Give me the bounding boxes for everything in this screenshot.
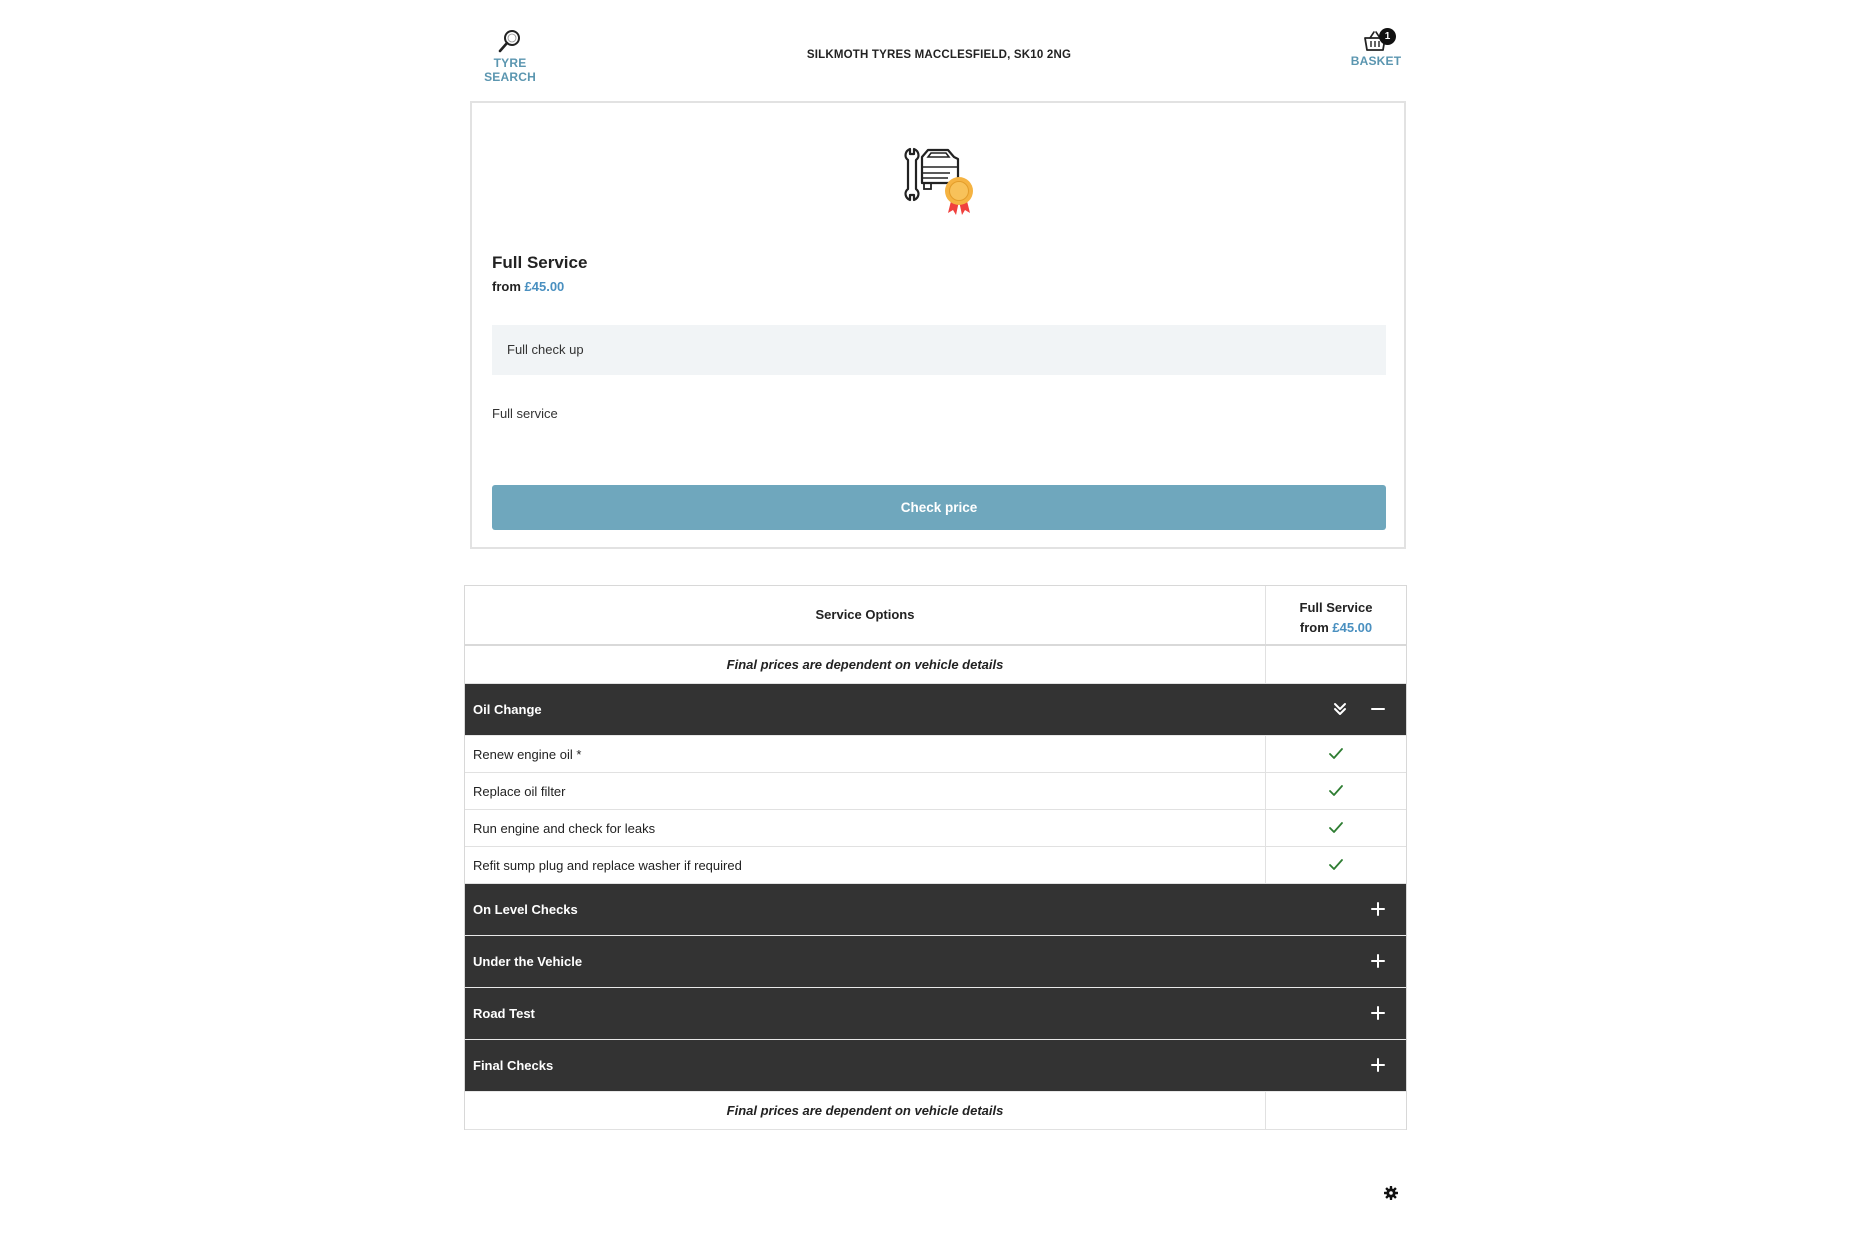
short-description-box <box>492 325 1386 375</box>
item-check-cell <box>1266 810 1406 846</box>
price-note: Final prices are dependent on vehicle details <box>465 1092 1266 1129</box>
item-check-cell <box>1266 847 1406 883</box>
full-service-header-price <box>1266 618 1406 638</box>
car-service-award-icon <box>900 143 980 228</box>
section-label: On Level Checks <box>473 902 578 917</box>
check-icon <box>1329 859 1343 871</box>
tyre-search-label: TYRE SEARCH <box>484 56 536 84</box>
item-check-cell <box>1266 773 1406 809</box>
table-header-row <box>465 586 1406 646</box>
header-price-prefix: from <box>1299 620 1329 635</box>
long-description: Full service <box>492 406 558 421</box>
minus-icon[interactable] <box>1370 701 1386 717</box>
section-oil-change[interactable] <box>465 684 1406 736</box>
basket-label: BASKET <box>1350 54 1402 68</box>
item-label: Renew engine oil * <box>465 736 1266 772</box>
price-amount: £45.00 <box>524 279 565 294</box>
service-card <box>470 101 1406 549</box>
section-label: Road Test <box>473 1006 535 1021</box>
check-icon <box>1329 785 1343 797</box>
price-note-empty-cell <box>1266 1092 1406 1129</box>
full-service-header <box>1266 586 1406 644</box>
table-row <box>465 773 1406 810</box>
gear-icon[interactable] <box>1384 1186 1398 1200</box>
price-note-row <box>465 646 1406 684</box>
section-under-the-vehicle[interactable] <box>465 936 1406 988</box>
service-options-header: Service Options <box>465 586 1266 644</box>
plus-icon[interactable] <box>1370 953 1386 969</box>
price-note-row-bottom <box>465 1092 1406 1130</box>
item-label: Refit sump plug and replace washer if required <box>465 847 1266 883</box>
price-note-empty-cell <box>1266 646 1406 683</box>
service-options-table <box>464 585 1407 1130</box>
check-icon <box>1329 822 1343 834</box>
service-title: Full Service <box>492 253 588 272</box>
header-price-amount: £45.00 <box>1332 620 1373 635</box>
double-chevron-down-icon[interactable] <box>1332 701 1348 717</box>
section-label: Final Checks <box>473 1058 554 1073</box>
table-row <box>465 810 1406 847</box>
garage-title: SILKMOTH TYRES MACCLESFIELD, SK10 2NG <box>806 49 1072 61</box>
price-note: Final prices are dependent on vehicle details <box>465 646 1266 683</box>
item-label: Replace oil filter <box>465 773 1266 809</box>
price-prefix: from <box>492 279 521 294</box>
section-road-test[interactable] <box>465 988 1406 1040</box>
basket-count-badge: 1 <box>1379 28 1396 45</box>
section-final-checks[interactable] <box>465 1040 1406 1092</box>
table-row <box>465 736 1406 773</box>
section-on-level-checks[interactable] <box>465 884 1406 936</box>
full-service-header-title: Full Service <box>1299 600 1373 615</box>
check-price-button[interactable]: Check price <box>492 485 1386 530</box>
section-label: Oil Change <box>473 702 542 717</box>
page <box>464 0 1414 1118</box>
plus-icon[interactable] <box>1370 1057 1386 1073</box>
plus-icon[interactable] <box>1370 901 1386 917</box>
short-description: Full check up <box>507 342 584 357</box>
service-price <box>492 279 564 294</box>
item-check-cell <box>1266 736 1406 772</box>
section-label: Under the Vehicle <box>473 954 583 969</box>
plus-icon[interactable] <box>1370 1005 1386 1021</box>
check-icon <box>1329 748 1343 760</box>
header <box>464 0 1414 100</box>
table-row <box>465 847 1406 884</box>
basket-link[interactable] <box>1346 30 1406 68</box>
item-label: Run engine and check for leaks <box>465 810 1266 846</box>
